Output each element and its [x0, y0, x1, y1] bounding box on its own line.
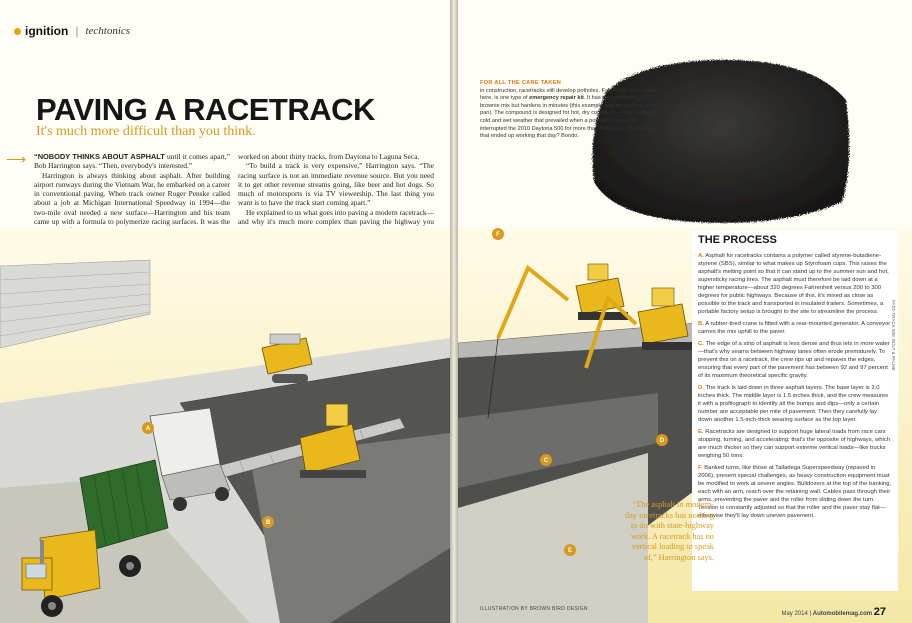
repair-kit-photo: [584, 52, 856, 230]
callout-b-label: B: [265, 520, 271, 526]
process-text: The track is laid down in three asphalt layers. The base layer is 2.0 inches thick. The middle layer is 1.5 inches thick, and the crew measures it with a profilograph to identify all the bumps and dips—only a certain number are acceptable per mile of pavement. Then they carefully lay down another 1.5-inch-thick wearing surface as the top layer.: [698, 385, 889, 423]
process-text: A rubber-tired crane is fitted with a rear-mounted generator. A conveyor carries the mix uphill to the paver.: [698, 321, 891, 335]
body-column-2: [238, 152, 434, 236]
process-letter: E.: [698, 429, 704, 435]
arrow-icon: ⟶: [6, 151, 27, 167]
article-subtitle: It's much more difficult than you think.: [36, 124, 256, 139]
section-brand: ignition: [25, 24, 69, 38]
process-letter: A.: [698, 253, 704, 259]
process-item-d: [698, 384, 892, 424]
process-item-b: [698, 320, 892, 336]
callout-a-label: A: [145, 426, 151, 432]
repair-kit-sidebar: [480, 80, 664, 141]
process-title: THE PROCESS: [698, 234, 777, 246]
lead-in: “NOBODY THINKS ABOUT ASPHALT: [34, 152, 165, 161]
process-item-a: [698, 252, 892, 316]
col2-p3: He explained to us what goes into paving a modern racetrack—and why it's much more complex than paving the highway you: [238, 207, 434, 227]
site-name: Automobilemag.com: [812, 611, 873, 617]
section-header: [14, 24, 130, 38]
callout-d: [656, 434, 668, 446]
page-folio: May 2014 | Automobilemag.com 27: [781, 606, 886, 618]
process-text: The edge of a strip of asphalt is less dense and thus lets in more water—that's why seams between highway lanes often erode prematurely. To prevent this on a racetrack, the crew rips up and repaves the edges, ensuring that every part of the pavement has between 92 and 97 percent of its maximum theoretical specific gravity.: [698, 341, 890, 379]
sidebar-title: FOR ALL THE CARE TAKEN: [480, 80, 562, 86]
callout-e-label: E: [567, 548, 573, 554]
sidebar-body-bold: emergency repair kit: [529, 95, 584, 102]
page-number: 27: [873, 606, 886, 618]
process-item-e: [698, 428, 892, 460]
process-item-c: [698, 340, 892, 380]
process-text: Asphalt for racetracks contains a polymer called styrene-butadiene-styrene (SBS), similar to what makes up Styrofoam cups. This raises the asphalt's melting point so that it can stand up to the summer sun and hot, supersticky racing tires. The asphalt must therefore be laid down at a higher temperature—about 320 degrees Fahrenheit versus 200 to 300 degrees for public highways. Because of this, it's mixed as close as possible to the track and transported in insulated trailers. Sometimes, a portable factory setup is brought to the site to streamline the process.: [698, 253, 889, 315]
illustration-left: [0, 228, 450, 623]
pull-quote: “The asphalt in modern-day racetracks has nothing to do with state-highway work. A racetrack has no vertical loading to speak of,” Harrington says.: [624, 500, 714, 562]
callout-c: [540, 454, 552, 466]
sidebar-body-a: in construction, racetracks still develop potholes. Fast-Track 500, shown here, is one type of: [480, 87, 659, 102]
callout-a: [142, 422, 154, 434]
right-page: [458, 0, 912, 623]
callout-e: [564, 544, 576, 556]
callout-c-label: C: [543, 458, 549, 464]
callout-f-label: F: [496, 232, 500, 238]
left-page: [0, 0, 450, 623]
body-column-1: [34, 152, 230, 236]
process-letter: C.: [698, 341, 704, 347]
col2-p1: worked on about thirty tracks, from Daytona to Laguna Seca.: [238, 152, 420, 161]
process-text: Banked turns, like those at Talladega Superspeedway (repaved in 2006), present special challenges, as heavy construction equipment must be modified to work at severe angles. Bulldozers at the top of the banking, each with an arm, reach over the retaining wall. Cables pass through their arms, preventing the paver and the roller from sliding down the turn. Tension is constantly adjusted so that the roller and the paver stay flat—otherwise they'll lay down uneven pavement.: [698, 465, 892, 519]
callout-b: [262, 516, 274, 528]
col1-p2: Harrington is always thinking about asphalt. After building airport runways during the Vietnam War, he embarked on a career in conventional paving. When track owner Roger Penske called about a job at Michigan International Speedway in 1994—the two-mile oval needed a new surface—Harrington and his team came up with a formula to polymerize racing surfaces. It was the: [34, 170, 230, 227]
col1-p1: until it comes apart,” Bob Harrington says. “Then, everybody's interested.”: [34, 152, 231, 171]
illustration-credit: ILLUSTRATION BY BROWN BIRD DESIGN: [480, 606, 588, 612]
photo-credit-vertical: FAST-TRACK 500: BOLT & PALME: [891, 300, 896, 371]
spine-gutter: [450, 0, 458, 623]
process-panel: [692, 231, 898, 591]
col2-p2: “To build a track is very expensive,” Harrington says. “The racing surface is not an immediate revenue source. But you need it to get other revenue streams going, like beer and hot dogs. So much of motorsports is via TV viewership. The last thing you want is to have the track start coming apart.”: [238, 161, 434, 208]
header-separator: |: [75, 24, 79, 38]
section-name: techtonics: [85, 25, 131, 37]
bullet-icon: [14, 28, 21, 35]
issue-date: May 2014: [781, 611, 808, 617]
sidebar-body-b: . It has the consistency of brownie mix but hardens in minutes (this example was poured into a cake pan). The compound is designed for hot, dry conditions—quite unlike the cold and wet weather that prevailed when a pothole infamously interrupted the 2010 Daytona 500 for more than two hours. The material that ended up working that day? Bondo.: [480, 95, 662, 140]
process-text: Racetracks are designed to support huge lateral loads from race cars stopping, turning, and accelerating; that's the opposite of highways, which are much thicker so they can support extreme vertical loads—like trucks weighing 50 tons.: [698, 429, 891, 459]
process-letter: D.: [698, 385, 704, 391]
process-letter: B.: [698, 321, 704, 327]
process-letter: F.: [698, 465, 703, 471]
process-item-f: [698, 464, 892, 520]
callout-f: [492, 228, 504, 240]
article-title: PAVING A RACETRACK: [36, 92, 375, 127]
callout-d-label: D: [659, 438, 665, 444]
